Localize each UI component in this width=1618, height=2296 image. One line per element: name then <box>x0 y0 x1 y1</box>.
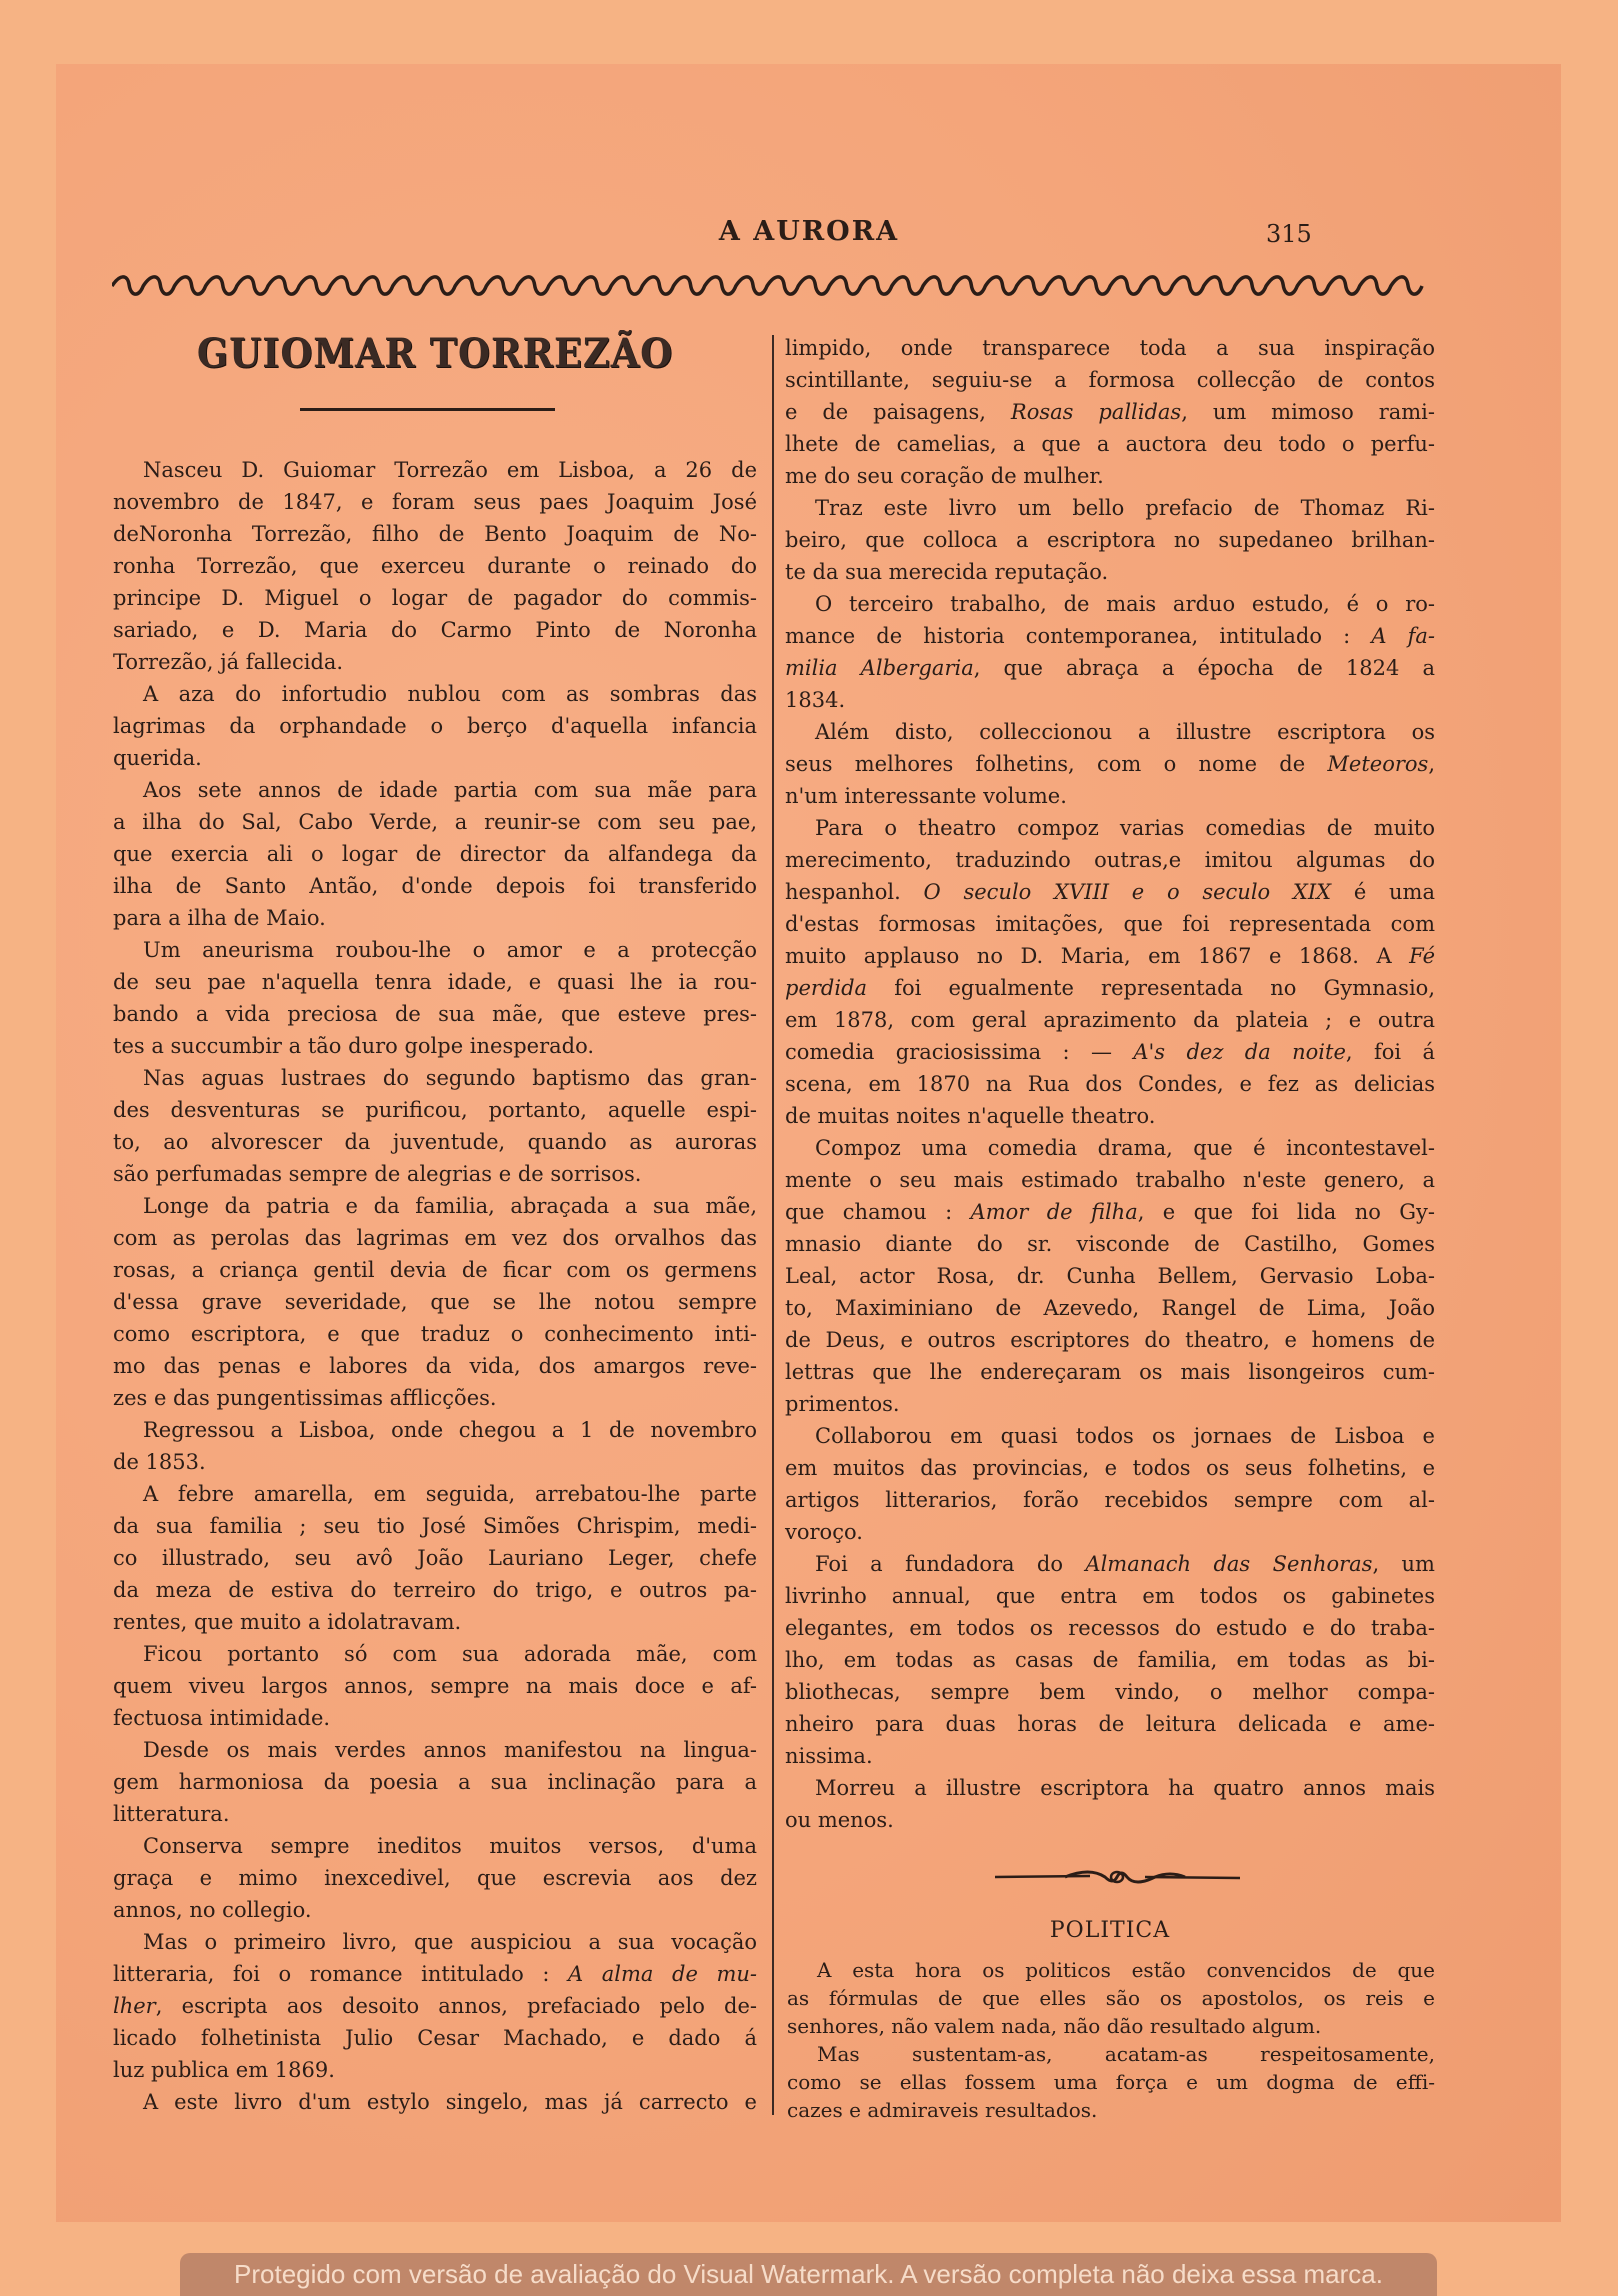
paragraph <box>785 332 1435 492</box>
text-line: nheiro para duas horas de leitura delicada e ame- <box>785 1712 1435 1736</box>
text-line: para a ilha de Maio. <box>113 906 326 930</box>
text-line: rosas, a criança gentil devia de ficar com os germens <box>113 1258 757 1282</box>
section-ornament <box>995 1865 1240 1889</box>
text-line: são perfumadas sempre de alegrias e de sorrisos. <box>113 1162 642 1186</box>
text-line <box>785 1196 1435 1228</box>
text-line: ilha de Santo Antão, d'onde depois foi transferido <box>113 874 757 898</box>
text-line: de seu pae n'aquella tenra idade, e quasi lhe ia rou- <box>113 970 757 994</box>
text-line: Para o theatro compoz varias comedias de muito <box>815 816 1435 840</box>
text-line: elegantes, em todos os recessos do estudo e do traba- <box>785 1616 1435 1640</box>
italic-title-text: Rosas pallidas <box>1010 400 1182 424</box>
paragraph <box>113 1414 757 1478</box>
paragraph <box>785 1772 1435 1836</box>
title-rule <box>300 408 555 411</box>
text-line <box>785 396 1435 428</box>
text-segment: , <box>1428 752 1435 776</box>
text-line: deNoronha Torrezão, filho de Bento Joaquim de No- <box>113 522 757 546</box>
text-line: que exercia ali o logar de director da alfandega da <box>113 842 757 866</box>
text-line: A este livro d'um estylo singelo, mas já carrecto e <box>143 2090 757 2114</box>
text-line: scena, em 1870 na Rua dos Condes, e fez as delicias <box>785 1072 1435 1096</box>
text-line: senhores, não valem nada, não dão resultado algum. <box>787 2014 1322 2038</box>
text-segment: litteraria, foi o romance intitulado : <box>113 1962 569 1986</box>
text-line: d'essa grave severidade, que se lhe notou sempre <box>113 1290 757 1314</box>
text-line: limpido, onde transparece toda a sua inspiração <box>785 336 1435 360</box>
text-line: zes e das pungentissimas afflicções. <box>113 1386 497 1410</box>
text-line: co illustrado, seu avô João Lauriano Leger, chefe <box>113 1546 757 1570</box>
paragraph <box>787 1956 1435 2040</box>
text-line: des desventuras se purificou, portanto, aquelle espi- <box>113 1098 757 1122</box>
text-line: to, Maximiniano de Azevedo, Rangel de Lima, João <box>785 1296 1435 1320</box>
text-line <box>785 876 1435 908</box>
text-line <box>785 620 1435 652</box>
text-line: Aos sete annos de idade partia com sua mãe para <box>143 778 757 802</box>
text-line: de Deus, e outros escriptores do theatro, e homens de <box>785 1328 1435 1352</box>
italic-title-text: Meteoros <box>1327 752 1429 776</box>
text-line: cazes e admiraveis resultados. <box>787 2098 1098 2122</box>
text-segment: comedia graciosissima : — <box>785 1040 1134 1064</box>
right-column <box>785 332 1435 1836</box>
text-line: lhete de camelias, a que a auctora deu todo o perfu- <box>785 432 1435 456</box>
text-line: to, ao alvorescer da juventude, quando as auroras <box>113 1130 757 1154</box>
text-segment: , e que foi lida no Gy- <box>1137 1200 1436 1224</box>
paragraph <box>113 1062 757 1190</box>
text-line: merecimento, traduzindo outras,e imitou algumas do <box>785 848 1435 872</box>
text-line: te da sua merecida reputação. <box>785 560 1109 584</box>
text-line <box>785 1548 1435 1580</box>
italic-title-text: A fa- <box>1371 624 1435 648</box>
italic-title-text: A's dez da noite <box>1133 1040 1346 1064</box>
text-line: em muitos das provincias, e todos os seus folhetins, e <box>785 1456 1435 1480</box>
text-line: em 1878, com geral aprazimento da plateia ; e outra <box>785 1008 1435 1032</box>
paragraph <box>785 716 1435 812</box>
text-line: de muitas noites n'aquelle theatro. <box>785 1104 1156 1128</box>
text-line: Desde os mais verdes annos manifestou na lingua- <box>143 1738 757 1762</box>
paragraph <box>787 2040 1435 2124</box>
text-line: Mas o primeiro livro, que auspiciou a sua vocação <box>143 1930 757 1954</box>
italic-title-text: Amor de filha <box>970 1200 1138 1224</box>
paragraph <box>113 774 757 934</box>
text-line: ronha Torrezão, que exerceu durante o reinado do <box>113 554 757 578</box>
text-line: Além disto, colleccionou a illustre escriptora os <box>815 720 1435 744</box>
text-line: primentos. <box>785 1392 900 1416</box>
text-line: d'estas formosas imitações, que foi representada com <box>785 912 1435 936</box>
text-line: ou menos. <box>785 1808 894 1832</box>
text-line: me do seu coração de mulher. <box>785 464 1104 488</box>
paragraph <box>113 1830 757 1926</box>
paragraph <box>785 1420 1435 1548</box>
text-line <box>785 748 1435 780</box>
text-line: principe D. Miguel o logar de pagador do commis- <box>113 586 757 610</box>
text-line: sariado, e D. Maria do Carmo Pinto de Noronha <box>113 618 757 642</box>
text-line: como se ellas fossem uma força e um dogma de effi- <box>787 2070 1435 2094</box>
text-segment: que chamou : <box>785 1200 971 1224</box>
text-line: Torrezão, já fallecida. <box>113 650 344 674</box>
text-line: Morreu a illustre escriptora ha quatro annos mais <box>815 1776 1435 1800</box>
left-column <box>113 454 757 2118</box>
text-line: voroço. <box>785 1520 863 1544</box>
text-line: lagrimas da orphandade o berço d'aquella infancia <box>113 714 757 738</box>
text-line: Ficou portanto só com sua adorada mãe, com <box>143 1642 757 1666</box>
text-line: a ilha do Sal, Cabo Verde, a reunir-se com seu pae, <box>113 810 757 834</box>
text-line: litteratura. <box>113 1802 230 1826</box>
text-segment: , foi á <box>1345 1040 1435 1064</box>
text-segment: muito applauso no D. Maria, em 1867 e 1868. A <box>785 944 1410 968</box>
paragraph <box>785 1132 1435 1420</box>
text-line: da sua familia ; seu tio José Simões Chrispim, medi- <box>113 1514 757 1538</box>
text-line: como escriptora, e que traduz o conhecimento inti- <box>113 1322 757 1346</box>
text-line: fectuosa intimidade. <box>113 1706 331 1730</box>
text-line: 1834. <box>785 688 846 712</box>
text-line: lho, em todas as casas de familia, em todas as bi- <box>785 1648 1435 1672</box>
text-line: bliothecas, sempre bem vindo, o melhor compa- <box>785 1680 1435 1704</box>
text-line: mente o seu mais estimado trabalho n'este genero, a <box>785 1168 1435 1192</box>
text-segment: Foi a fundadora do <box>815 1552 1086 1576</box>
text-line: querida. <box>113 746 202 770</box>
text-line: n'um interessante volume. <box>785 784 1067 808</box>
text-line: scintillante, seguiu-se a formosa collecção de contos <box>785 368 1435 392</box>
paragraph <box>785 492 1435 588</box>
wave-path <box>112 277 1422 294</box>
text-line: gem harmoniosa da poesia a sua inclinação para a <box>113 1770 757 1794</box>
text-line: Compoz uma comedia drama, que é incontestavel- <box>815 1136 1435 1160</box>
text-line <box>785 652 1435 684</box>
paragraph <box>785 1548 1435 1772</box>
text-segment: , um <box>1372 1552 1435 1576</box>
text-line: com as perolas das lagrimas em vez dos orvalhos das <box>113 1226 757 1250</box>
text-line: quem viveu largos annos, sempre na mais doce e af- <box>113 1674 757 1698</box>
text-line: Conserva sempre ineditos muitos versos, d'uma <box>143 1834 757 1858</box>
text-line: Collaborou em quasi todos os jornaes de Lisboa e <box>815 1424 1435 1448</box>
paragraph <box>113 934 757 1062</box>
text-segment: , um mimoso rami- <box>1181 400 1435 424</box>
text-segment: seus melhores folhetins, com o nome de <box>785 752 1328 776</box>
wave-ornament-rule <box>112 272 1427 298</box>
text-line: Longe da patria e da familia, abraçada a sua mãe, <box>143 1194 757 1218</box>
text-line: de 1853. <box>113 1450 206 1474</box>
text-line: tes a succumbir a tão duro golpe inesperado. <box>113 1034 595 1058</box>
text-line: Traz este livro um bello prefacio de Thomaz Ri- <box>815 496 1435 520</box>
text-segment: foi egualmente representada no Gymnasio, <box>867 976 1435 1000</box>
italic-title-text: Fé <box>1409 944 1435 968</box>
text-line <box>785 972 1435 1004</box>
text-line: novembro de 1847, e foram seus paes Joaquim José <box>113 490 757 514</box>
text-segment: hespanhol. <box>785 880 924 904</box>
italic-title-text: O seculo XVIII e o seculo XIX <box>923 880 1332 904</box>
text-line: rentes, que muito a idolatravam. <box>113 1610 462 1634</box>
paragraph <box>113 1638 757 1734</box>
text-line: luz publica em 1869. <box>113 2058 335 2082</box>
text-segment: , escripta aos desoito annos, prefaciado pelo de- <box>155 1994 757 2018</box>
text-line: A febre amarella, em seguida, arrebatou-lhe parte <box>143 1482 757 1506</box>
text-segment: e de paisagens, <box>785 400 1011 424</box>
text-line: Nas aguas lustraes do segundo baptismo das gran- <box>143 1066 757 1090</box>
text-line: licado folhetinista Julio Cesar Machado, e dado á <box>113 2026 757 2050</box>
text-line <box>785 1036 1435 1068</box>
page-number: 315 <box>1266 220 1312 248</box>
publication-title: A AURORA <box>718 216 900 247</box>
text-line <box>113 1990 757 2022</box>
italic-title-text: lher <box>113 1994 156 2018</box>
text-line: artigos litterarios, forão recebidos sempre com al- <box>785 1488 1435 1512</box>
paragraph <box>113 1734 757 1830</box>
italic-title-text: perdida <box>785 976 868 1000</box>
text-segment: é uma <box>1331 880 1435 904</box>
text-line <box>113 1958 757 1990</box>
text-line: A esta hora os politicos estão convencidos de que <box>817 1958 1435 1982</box>
text-line: annos, no collegio. <box>113 1898 312 1922</box>
section-title-politica: POLITICA <box>1049 1918 1171 1943</box>
text-line: Leal, actor Rosa, dr. Cunha Bellem, Gervasio Loba- <box>785 1264 1435 1288</box>
text-line: mnasio diante do sr. visconde de Castilho, Gomes <box>785 1232 1435 1256</box>
italic-title-text: Almanach das Senhoras <box>1085 1552 1373 1576</box>
politica-column <box>787 1956 1435 2124</box>
text-line <box>785 940 1435 972</box>
text-line: livrinho annual, que entra em todos os gabinetes <box>785 1584 1435 1608</box>
text-line: nissima. <box>785 1744 873 1768</box>
column-divider <box>772 335 774 2115</box>
text-line: A aza do infortudio nublou com as sombras das <box>143 682 757 706</box>
text-line: as fórmulas de que elles são os apostolos, os reis e <box>787 1986 1435 2010</box>
text-line: da meza de estiva do terreiro do trigo, e outros pa- <box>113 1578 757 1602</box>
paragraph <box>113 1926 757 2086</box>
paragraph <box>785 588 1435 716</box>
paragraph <box>113 2086 757 2118</box>
watermark-notice-bar: Protegido com versão de avaliação do Visual Watermark. A versão completa não deixa essa marca. <box>180 2253 1437 2296</box>
text-line: Nasceu D. Guiomar Torrezão em Lisboa, a 26 de <box>143 458 757 482</box>
text-line: Mas sustentam-as, acatam-as respeitosamente, <box>817 2042 1435 2066</box>
paragraph <box>113 454 757 678</box>
text-line: O terceiro trabalho, de mais arduo estudo, é o ro- <box>815 592 1435 616</box>
text-line: Regressou a Lisboa, onde chegou a 1 de novembro <box>143 1418 757 1442</box>
text-line: lettras que lhe endereçaram os mais lisongeiros cum- <box>785 1360 1435 1384</box>
text-line: graça e mimo inexcedivel, que escrevia aos dez <box>113 1866 757 1890</box>
italic-title-text: milia Albergaria <box>785 656 974 680</box>
text-line: beiro, que colloca a escriptora no supedaneo brilhan- <box>785 528 1435 552</box>
paragraph <box>113 1190 757 1414</box>
text-segment: mance de historia contemporanea, intitulado : <box>785 624 1372 648</box>
paragraph <box>785 812 1435 1132</box>
text-line: bando a vida preciosa de sua mãe, que esteve pres- <box>113 1002 757 1026</box>
text-line: mo das penas e labores da vida, dos amargos reve- <box>113 1354 757 1378</box>
paragraph <box>113 1478 757 1638</box>
text-segment: , que abraça a épocha de 1824 a <box>973 656 1435 680</box>
italic-title-text: A alma de mu- <box>568 1962 757 1986</box>
text-line: Um aneurisma roubou-lhe o amor e a protecção <box>143 938 757 962</box>
paragraph <box>113 678 757 774</box>
article-title: GUIOMAR TORREZÃO <box>196 330 674 377</box>
